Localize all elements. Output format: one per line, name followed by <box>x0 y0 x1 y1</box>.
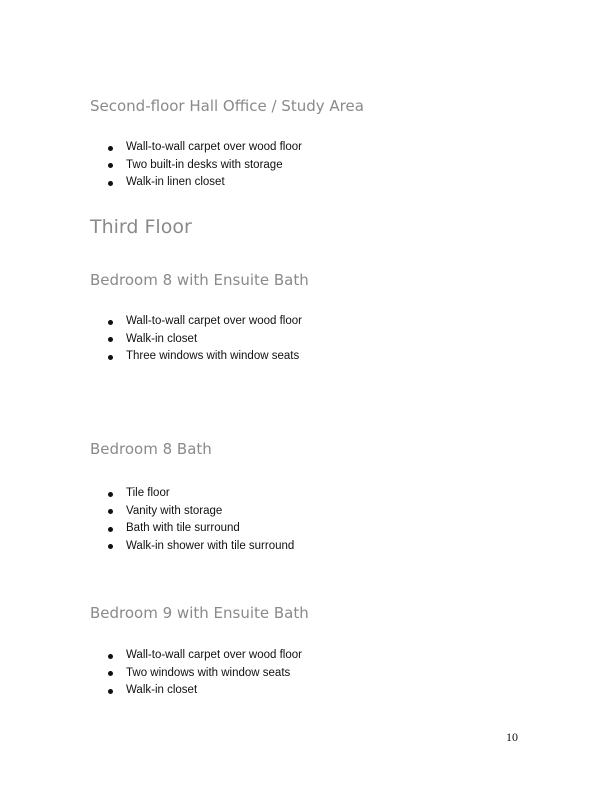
list-item-text: Two windows with window seats <box>126 666 291 679</box>
list-item-text: Walk-in linen closet <box>126 176 225 188</box>
bullet-icon <box>108 355 113 360</box>
list-item <box>106 647 302 665</box>
bullet-icon <box>108 689 113 694</box>
floor-heading-third-floor: Third Floor <box>90 216 192 238</box>
list-item <box>106 503 294 521</box>
list-item <box>106 538 294 556</box>
list-item-text: Three windows with window seats <box>126 350 300 362</box>
section-heading-bedroom-9: Bedroom 9 with Ensuite Bath <box>90 604 309 622</box>
section-heading-bedroom-8-bath: Bedroom 8 Bath <box>90 440 212 458</box>
list-item-text: Bath with tile surround <box>126 522 240 534</box>
bullet-icon <box>108 181 113 186</box>
list-item-text: Walk-in closet <box>126 684 198 696</box>
list-item <box>106 682 302 700</box>
list-item <box>106 665 302 683</box>
bullet-icon <box>108 544 113 549</box>
section-heading-hall-office: Second-floor Hall Office / Study Area <box>90 97 364 115</box>
list-item-text: Two built-in desks with storage <box>126 158 283 171</box>
list-item-text: Tile floor <box>126 487 170 499</box>
bedroom-8-bath-features-list <box>106 485 294 555</box>
list-item <box>106 174 302 192</box>
list-item <box>106 139 302 157</box>
list-item-text: Walk-in closet <box>126 332 198 345</box>
list-item <box>106 348 302 366</box>
list-item-text: Wall-to-wall carpet over wood floor <box>126 141 302 153</box>
hall-office-features-list <box>106 139 302 192</box>
bullet-icon <box>108 492 113 497</box>
bedroom-8-features-list <box>106 313 302 366</box>
list-item <box>106 331 302 349</box>
list-item-text: Wall-to-wall carpet over wood floor <box>126 315 302 327</box>
list-item-text: Wall-to-wall carpet over wood floor <box>126 649 302 661</box>
bullet-icon <box>108 671 113 676</box>
bullet-icon <box>108 509 113 514</box>
bedroom-9-features-list <box>106 647 302 700</box>
bullet-icon <box>108 527 113 532</box>
bullet-icon <box>108 320 113 325</box>
bullet-icon <box>108 337 113 342</box>
section-heading-bedroom-8: Bedroom 8 with Ensuite Bath <box>90 271 309 289</box>
list-item <box>106 157 302 175</box>
list-item <box>106 485 294 503</box>
list-item <box>106 520 294 538</box>
bullet-icon <box>108 163 113 168</box>
page-number: 10 <box>506 730 518 744</box>
list-item <box>106 313 302 331</box>
list-item-text: Walk-in shower with tile surround <box>126 539 295 552</box>
list-item-text: Vanity with storage <box>126 504 223 517</box>
bullet-icon <box>108 146 113 151</box>
bullet-icon <box>108 654 113 659</box>
